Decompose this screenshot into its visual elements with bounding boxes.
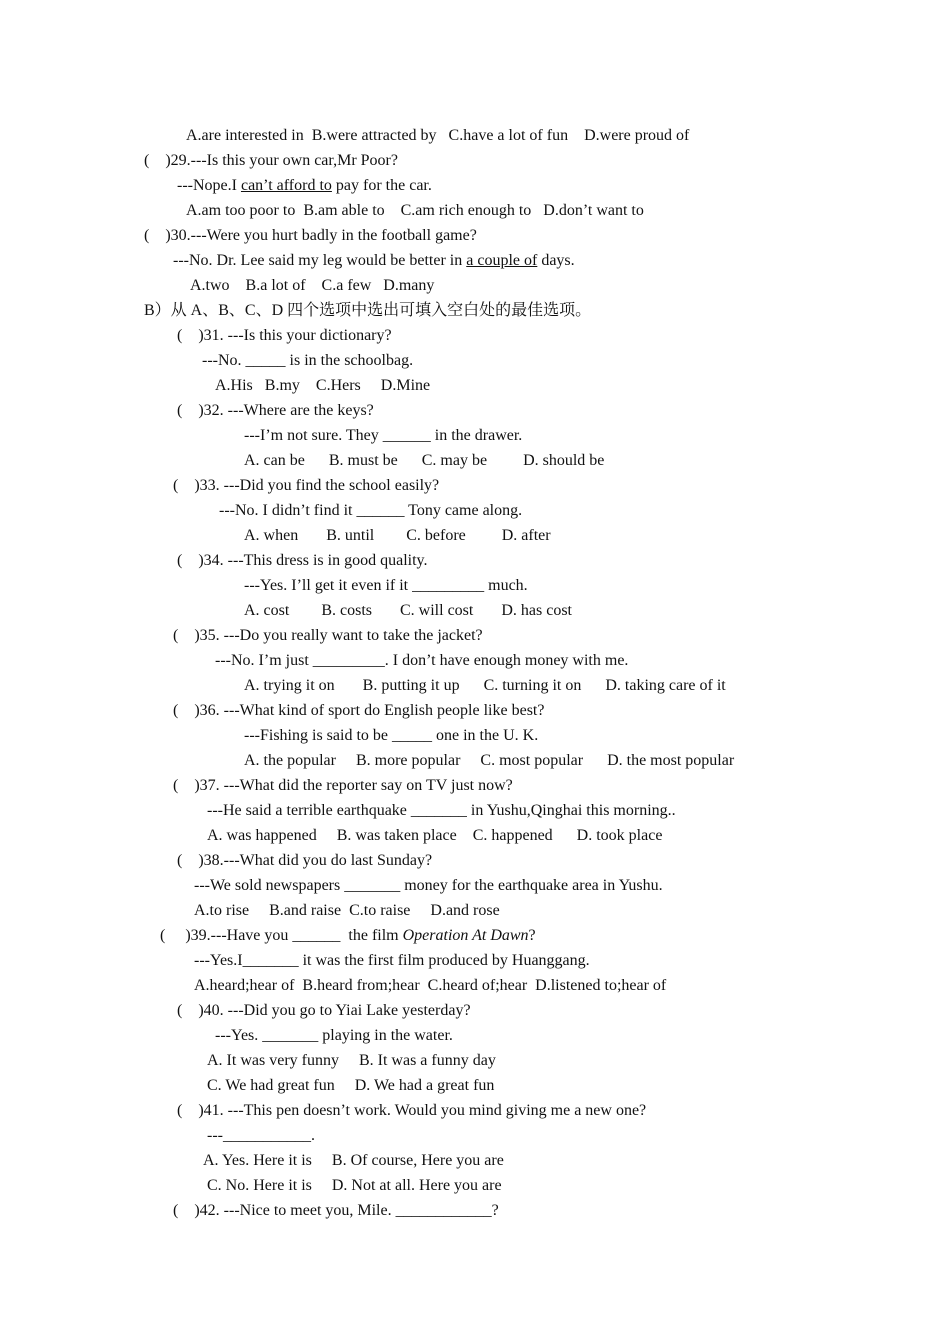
q36-answer: ---Fishing is said to be _____ one in the U. K. <box>244 727 539 744</box>
q39-question-mark: ? <box>528 927 536 944</box>
q32-question: ( )32. ---Where are the keys? <box>177 402 374 419</box>
q40-options-ab: A. It was very funny B. It was a funny day <box>207 1052 496 1069</box>
q33-question: ( )33. ---Did you find the school easily? <box>173 477 440 494</box>
q30-answer-text: ---No. Dr. Lee said my leg would be better in <box>173 252 467 269</box>
q34-answer: ---Yes. I’ll get it even if it _________ much. <box>244 577 528 594</box>
q38-question: ( )38.---What did you do last Sunday? <box>177 852 433 869</box>
q29-underlined-phrase: can’t afford to <box>240 177 332 194</box>
q31-answer: ---No. _____ is in the schoolbag. <box>202 352 414 369</box>
q40-answer: ---Yes. _______ playing in the water. <box>215 1027 453 1044</box>
q29-answer-tail: pay for the car. <box>331 177 432 194</box>
q38-options: A.to rise B.and raise C.to raise D.and rose <box>194 902 500 919</box>
q41-options-ab: A. Yes. Here it is B. Of course, Here you are <box>203 1152 504 1169</box>
q35-answer: ---No. I’m just _________. I don’t have enough money with me. <box>215 652 629 669</box>
q37-question: ( )37. ---What did the reporter say on TV just now? <box>173 777 513 794</box>
q30-question: ( )30.---Were you hurt badly in the football game? <box>144 227 477 244</box>
q30-answer-tail: days. <box>537 252 575 269</box>
q29-question: ( )29.---Is this your own car,Mr Poor? <box>144 152 398 169</box>
q28-options: A.are interested in B.were attracted by C.have a lot of fun D.were proud of <box>186 127 690 144</box>
q40-question: ( )40. ---Did you go to Yiai Lake yesterday? <box>177 1002 471 1019</box>
q36-question: ( )36. ---What kind of sport do English people like best? <box>173 702 545 719</box>
q29-options: A.am too poor to B.am able to C.am rich enough to D.don’t want to <box>186 202 644 219</box>
q39-question: ( )39.---Have you ______ the film <box>160 927 403 944</box>
q29-answer-line <box>177 176 432 196</box>
q34-question: ( )34. ---This dress is in good quality. <box>177 552 428 569</box>
q30-options: A.two B.a lot of C.a few D.many <box>190 277 435 294</box>
q39-answer: ---Yes.I_______ it was the first film produced by Huanggang. <box>194 952 590 969</box>
q41-question: ( )41. ---This pen doesn’t work. Would you mind giving me a new one? <box>177 1102 647 1119</box>
q29-answer-text: ---Nope.I <box>177 177 241 194</box>
q37-options: A. was happened B. was taken place C. happened D. took place <box>207 827 663 844</box>
q33-answer: ---No. I didn’t find it ______ Tony came along. <box>219 502 523 519</box>
q39-options: A.heard;hear of B.heard from;hear C.heard of;hear D.listened to;hear of <box>194 977 667 994</box>
q42-question: ( )42. ---Nice to meet you, Mile. ____________? <box>173 1202 499 1219</box>
q31-options: A.His B.my C.Hers D.Mine <box>215 377 431 394</box>
q32-answer: ---I’m not sure. They ______ in the drawer. <box>244 427 523 444</box>
q32-options: A. can be B. must be C. may be D. should be <box>244 452 605 469</box>
q31-question: ( )31. ---Is this your dictionary? <box>177 327 392 344</box>
q35-options: A. trying it on B. putting it up C. turning it on D. taking care of it <box>244 677 726 694</box>
q41-answer: ---___________. <box>207 1127 315 1144</box>
q36-options: A. the popular B. more popular C. most popular D. the most popular <box>244 752 735 769</box>
q40-options-cd: C. We had great fun D. We had a great fun <box>207 1077 495 1094</box>
q39-question-line <box>160 926 536 946</box>
q30-answer-line <box>173 251 575 271</box>
q33-options: A. when B. until C. before D. after <box>244 527 551 544</box>
q39-film-title: Operation At Dawn <box>402 927 529 944</box>
q35-question: ( )35. ---Do you really want to take the jacket? <box>173 627 483 644</box>
q34-options: A. cost B. costs C. will cost D. has cost <box>244 602 572 619</box>
q38-answer: ---We sold newspapers _______ money for the earthquake area in Yushu. <box>194 877 663 894</box>
q37-answer: ---He said a terrible earthquake _______ in Yushu,Qinghai this morning.. <box>207 802 676 819</box>
section-b-heading: B）从 A、B、C、D 四个选项中选出可填入空白处的最佳选项。 <box>144 302 592 319</box>
q41-options-cd: C. No. Here it is D. Not at all. Here you are <box>207 1177 502 1194</box>
q30-underlined-phrase: a couple of <box>466 252 538 269</box>
